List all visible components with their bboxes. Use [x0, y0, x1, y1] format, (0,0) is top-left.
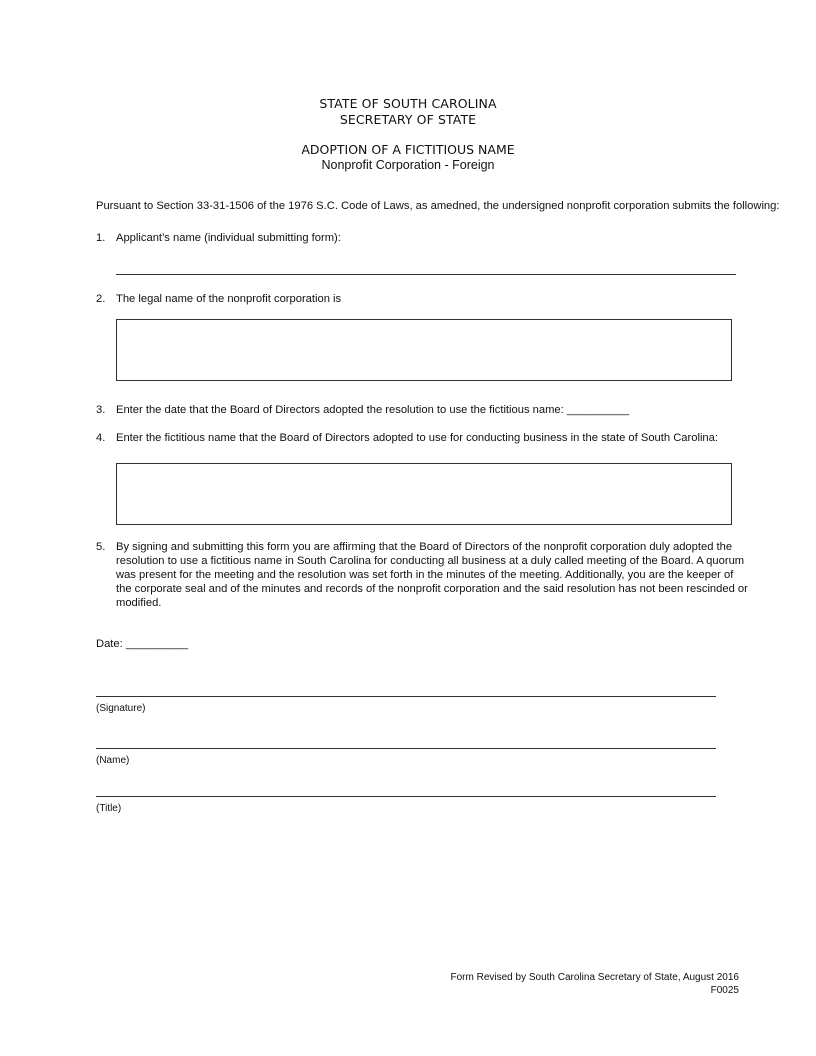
item-number: 2.: [96, 293, 106, 305]
item-text: The legal name of the nonprofit corporation is: [116, 293, 342, 305]
item-text: Enter the date that the Board of Directors adopted the resolution to use the fictitious name: __________: [116, 404, 630, 416]
form-title: ADOPTION OF A FICTITIOUS NAME: [301, 142, 515, 157]
item-text: Enter the fictitious name that the Board of Directors adopted to use for conducting business in the state of South Carolina:: [116, 432, 718, 444]
title-label: (Title): [96, 803, 122, 814]
title-line[interactable]: [96, 796, 716, 797]
office-heading: SECRETARY OF STATE: [339, 112, 477, 127]
state-heading: STATE OF SOUTH CAROLINA: [319, 96, 497, 111]
form-subtitle: Nonprofit Corporation - Foreign: [321, 158, 495, 172]
signature-line[interactable]: [96, 696, 716, 697]
intro-paragraph: Pursuant to Section 33-31-1506 of the 1976 S.C. Code of Laws, as amedned, the undersigned nonprofit corporation submits the following:: [96, 200, 780, 212]
item-2: [96, 292, 776, 306]
fictitious-name-box[interactable]: [116, 463, 732, 525]
name-label: (Name): [96, 755, 130, 766]
item-number: 5.: [96, 541, 106, 553]
footer-form-code: F0025: [710, 985, 739, 996]
item-number: 3.: [96, 404, 106, 416]
applicant-name-field[interactable]: [116, 274, 736, 275]
signature-label: (Signature): [96, 703, 146, 714]
name-line[interactable]: [96, 748, 716, 749]
item-5: [96, 540, 748, 610]
item-3: [96, 403, 786, 417]
legal-name-box[interactable]: [116, 319, 732, 381]
date-field[interactable]: Date: __________: [96, 638, 189, 650]
item-text: Applicant’s name (individual submitting form):: [116, 232, 341, 244]
item-1: [96, 231, 776, 245]
footer-revised: Form Revised by South Carolina Secretary of State, August 2016: [450, 972, 739, 983]
item-number: 4.: [96, 432, 106, 444]
item-4: [96, 431, 728, 445]
item-number: 1.: [96, 232, 106, 244]
item-text: By signing and submitting this form you are affirming that the Board of Directors of the nonprofit corporation duly adopted the resolution to use a fictitious name in South Carolina for conducting all business at a duly called meeting of the Board. A quorum was present for the meeting and the resolution was set forth in the minutes of the meeting. Additionally, you are the keeper of the corporate seal and of the minutes and records of the nonprofit corporation and the said resolution has not been rescinded or modified.: [116, 541, 748, 609]
